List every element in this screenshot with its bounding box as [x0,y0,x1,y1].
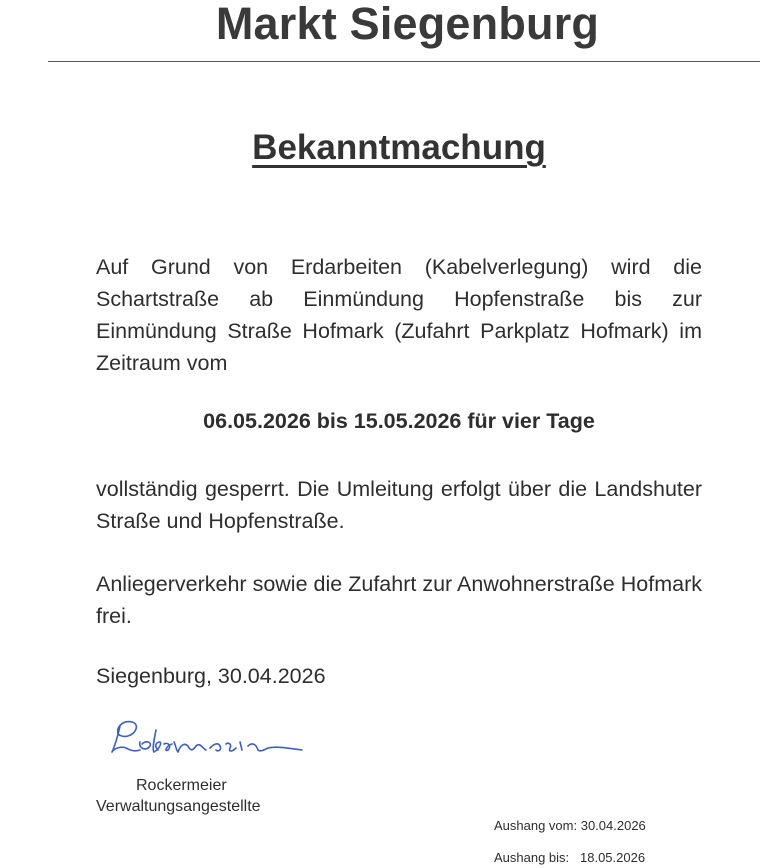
place-and-date: Siegenburg, 30.04.2026 [96,664,326,688]
signer-name: Rockermeier [136,777,227,794]
closure-dates: 06.05.2026 bis 15.05.2026 für vier Tage [203,409,595,433]
posting-to-date: Aushang bis: 18.05.2026 [494,850,646,865]
intro-paragraph: Auf Grund von Erdarbeiten (Kabelverlegung) wird die Schartstraße ab Einmündung Hopfenstraße bis zur Einmündung Straße Hofmark (Zufahrt Parkplatz Hofmark) im Zeitraum vom [96,255,702,375]
access-paragraph: Anliegerverkehr sowie die Zufahrt zur Anwohnerstraße Hofmark frei. [96,572,702,628]
posting-from-date: Aushang vom: 30.04.2026 [494,818,646,833]
header-divider [48,61,760,62]
signer-role: Verwaltungsangestellte [96,798,261,815]
page-title: Markt Siegenburg [215,0,600,49]
document-heading: Bekanntmachung [252,128,546,167]
detour-paragraph: vollständig gesperrt. Die Umleitung erfolgt über die Landshuter Straße und Hopfenstraße. [96,477,702,533]
handwritten-signature [106,712,326,772]
